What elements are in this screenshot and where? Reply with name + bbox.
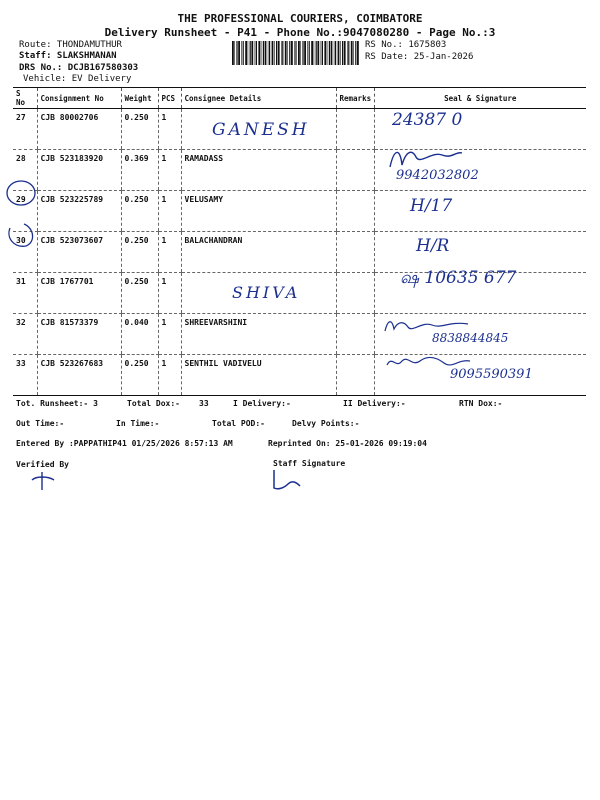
barcode-bar: [304, 41, 306, 65]
table-row: [13, 232, 586, 273]
cell-weight: 0.250: [121, 273, 158, 314]
barcode-bar: [348, 41, 349, 65]
barcode-bar: [321, 41, 322, 65]
cell-consignee: [181, 314, 336, 355]
barcode-bar: [248, 41, 249, 65]
barcode-bar: [324, 41, 326, 65]
barcode-bar: [274, 41, 275, 65]
delvy-points: Delvy Points:-: [292, 419, 360, 428]
cell-remarks: [336, 150, 374, 191]
printed-name: SENTHIL VADIVELU: [184, 359, 262, 368]
table-row: [13, 191, 586, 232]
route-label: Route: THONDAMUTHUR: [19, 40, 122, 50]
pen-circle-mark: [4, 178, 38, 208]
barcode-bar: [269, 41, 270, 65]
barcode-bar: [234, 41, 235, 65]
cell-pcs: 1: [158, 273, 181, 314]
col-seal-signature: Seal & Signature: [374, 88, 586, 109]
barcode-bar: [261, 41, 262, 65]
handwritten-signature: 9095590391: [450, 367, 533, 382]
barcode-bar: [251, 41, 253, 65]
company-title: THE PROFESSIONAL COURIERS, COIMBATORE: [177, 12, 423, 25]
handwritten-signature: ஷ 10635 677: [400, 268, 517, 288]
barcode-bar: [287, 41, 288, 65]
cell-consignment: CJB 1767701: [37, 273, 121, 314]
barcode-bar: [255, 41, 256, 65]
cell-sno: 27: [13, 109, 37, 150]
barcode-bar: [331, 41, 333, 65]
barcode-bar: [295, 41, 296, 65]
cell-sno: 33: [13, 355, 37, 396]
table-row: [13, 150, 586, 191]
in-time: In Time:-: [116, 419, 160, 428]
cell-weight: 0.250: [121, 232, 158, 273]
i-delivery: I Delivery:-: [233, 399, 291, 408]
pen-circle-mark: [4, 220, 38, 250]
barcode-bar: [344, 41, 346, 65]
cell-remarks: [336, 191, 374, 232]
cell-weight: 0.040: [121, 314, 158, 355]
printed-name: RAMADASS: [184, 154, 224, 163]
entered-by: Entered By :PAPPATHIP41 01/25/2026 8:57:13 AM: [16, 439, 233, 448]
barcode-bar: [351, 41, 353, 65]
cell-remarks: [336, 273, 374, 314]
handwritten-name: GANESH: [212, 120, 310, 140]
staff-signature-label: Staff Signature: [273, 459, 346, 468]
cell-remarks: [336, 109, 374, 150]
staff-signature: [268, 468, 304, 492]
cell-pcs: 1: [158, 191, 181, 232]
barcode-bar: [334, 41, 335, 65]
cell-weight: 0.250: [121, 191, 158, 232]
barcode-bar: [285, 41, 287, 65]
barcode-bar: [291, 41, 293, 65]
cell-remarks: [336, 232, 374, 273]
barcode-bar: [309, 41, 310, 65]
ii-delivery: II Delivery:-: [343, 399, 406, 408]
barcode-bar: [278, 41, 280, 65]
barcode-bar: [338, 41, 340, 65]
barcode-bar: [298, 41, 300, 65]
cell-remarks: [336, 355, 374, 396]
cell-sno: 31: [13, 273, 37, 314]
barcode-bar: [282, 41, 283, 65]
rs-number: RS No.: 1675803: [365, 40, 447, 50]
barcode-bar: [272, 41, 274, 65]
barcode-bar: [241, 41, 242, 65]
barcode-bar: [243, 41, 244, 65]
col-weight: Weight: [121, 88, 158, 109]
barcode-bar: [281, 41, 282, 65]
handwritten-signature: H/17: [410, 196, 453, 216]
col-consignment: Consignment No: [37, 88, 121, 109]
barcode-bar: [258, 41, 260, 65]
rs-date: RS Date: 25-Jan-2026: [365, 52, 474, 62]
drs-label: DRS No.: DCJB167580303: [19, 63, 139, 73]
cell-consignment: CJB 523073607: [37, 232, 121, 273]
handwritten-signature: H/R: [416, 236, 450, 256]
cell-consignment: CJB 523183920: [37, 150, 121, 191]
barcode-bar: [311, 41, 313, 65]
cell-pcs: 1: [158, 109, 181, 150]
col-pcs: PCS: [158, 88, 181, 109]
cell-pcs: 1: [158, 355, 181, 396]
total-pod: Total POD:-: [212, 419, 265, 428]
barcode-bar: [314, 41, 315, 65]
reprinted-on: Reprinted On: 25-01-2026 09:19:04: [268, 439, 427, 448]
tot-runsheet: Tot. Runsheet:- 3: [16, 399, 98, 408]
barcode-image: [232, 41, 360, 65]
cell-consignee: [181, 232, 336, 273]
cell-sno: 29: [13, 191, 37, 232]
barcode-bar: [307, 41, 308, 65]
cell-weight: 0.250: [121, 355, 158, 396]
runsheet-subtitle: Delivery Runsheet - P41 - Phone No.:9047080280 - Page No.:3: [104, 26, 496, 39]
barcode-bar: [245, 41, 247, 65]
cell-consignment: CJB 523267683: [37, 355, 121, 396]
barcode-bar: [327, 41, 328, 65]
barcode-bar: [236, 41, 237, 65]
barcode-bar: [250, 41, 251, 65]
verified-by-label: Verified By: [16, 460, 69, 469]
handwritten-signature: 9942032802: [396, 168, 479, 183]
barcode-bar: [340, 41, 341, 65]
cell-weight: 0.369: [121, 150, 158, 191]
total-dox-value: 33: [199, 399, 209, 408]
cell-pcs: 1: [158, 232, 181, 273]
barcode-bar: [302, 41, 303, 65]
cell-remarks: [336, 314, 374, 355]
barcode-bar: [342, 41, 343, 65]
barcode-bar: [268, 41, 269, 65]
cell-weight: 0.250: [121, 109, 158, 150]
cell-pcs: 1: [158, 150, 181, 191]
handwritten-signature: 24387 0: [392, 110, 463, 130]
handwritten-name: SHIVA: [232, 283, 301, 302]
col-consignee: Consignee Details: [181, 88, 336, 109]
printed-name: BALACHANDRAN: [184, 236, 243, 245]
handwritten-signature: 8838844845: [432, 331, 509, 345]
cell-sno: 28: [13, 150, 37, 191]
barcode-bar: [353, 41, 354, 65]
cell-signature: [374, 191, 586, 232]
cell-sno: 30: [13, 232, 37, 273]
total-dox-label: Total Dox:-: [127, 399, 180, 408]
barcode-bar: [335, 41, 336, 65]
staff-label: Staff: SLAKSHMANAN: [19, 51, 117, 61]
barcode-bar: [317, 41, 319, 65]
barcode-bar: [238, 41, 240, 65]
cell-consignee: [181, 150, 336, 191]
cell-consignment: CJB 523225789: [37, 191, 121, 232]
col-sno: S No: [13, 88, 37, 109]
barcode-bar: [294, 41, 295, 65]
cell-signature: [374, 232, 586, 273]
barcode-bar: [263, 41, 264, 65]
printed-name: SHREEVARSHINI: [184, 318, 248, 327]
barcode-bar: [289, 41, 290, 65]
barcode-bar: [256, 41, 257, 65]
barcode-bar: [355, 41, 356, 65]
cell-consignment: CJB 81573379: [37, 314, 121, 355]
barcode-bar: [316, 41, 317, 65]
barcode-bar: [322, 41, 323, 65]
barcode-bar: [347, 41, 348, 65]
vehicle-label: Vehicle: EV Delivery: [23, 74, 132, 84]
barcode-bar: [232, 41, 234, 65]
cell-consignment: CJB 80002706: [37, 109, 121, 150]
out-time: Out Time:-: [16, 419, 65, 428]
printed-name: VELUSAMY: [184, 195, 224, 204]
table-header-row: [13, 88, 586, 109]
cell-consignee: [181, 191, 336, 232]
barcode-bar: [276, 41, 277, 65]
verifier-signature: [28, 470, 58, 492]
cell-sno: 32: [13, 314, 37, 355]
barcode-bar: [265, 41, 267, 65]
barcode-bar: [357, 41, 359, 65]
cell-pcs: 1: [158, 314, 181, 355]
col-remarks: Remarks: [336, 88, 374, 109]
barcode-bar: [300, 41, 301, 65]
rtn-dox: RTN Dox:-: [459, 399, 503, 408]
cell-consignee: [181, 355, 336, 396]
barcode-bar: [329, 41, 330, 65]
